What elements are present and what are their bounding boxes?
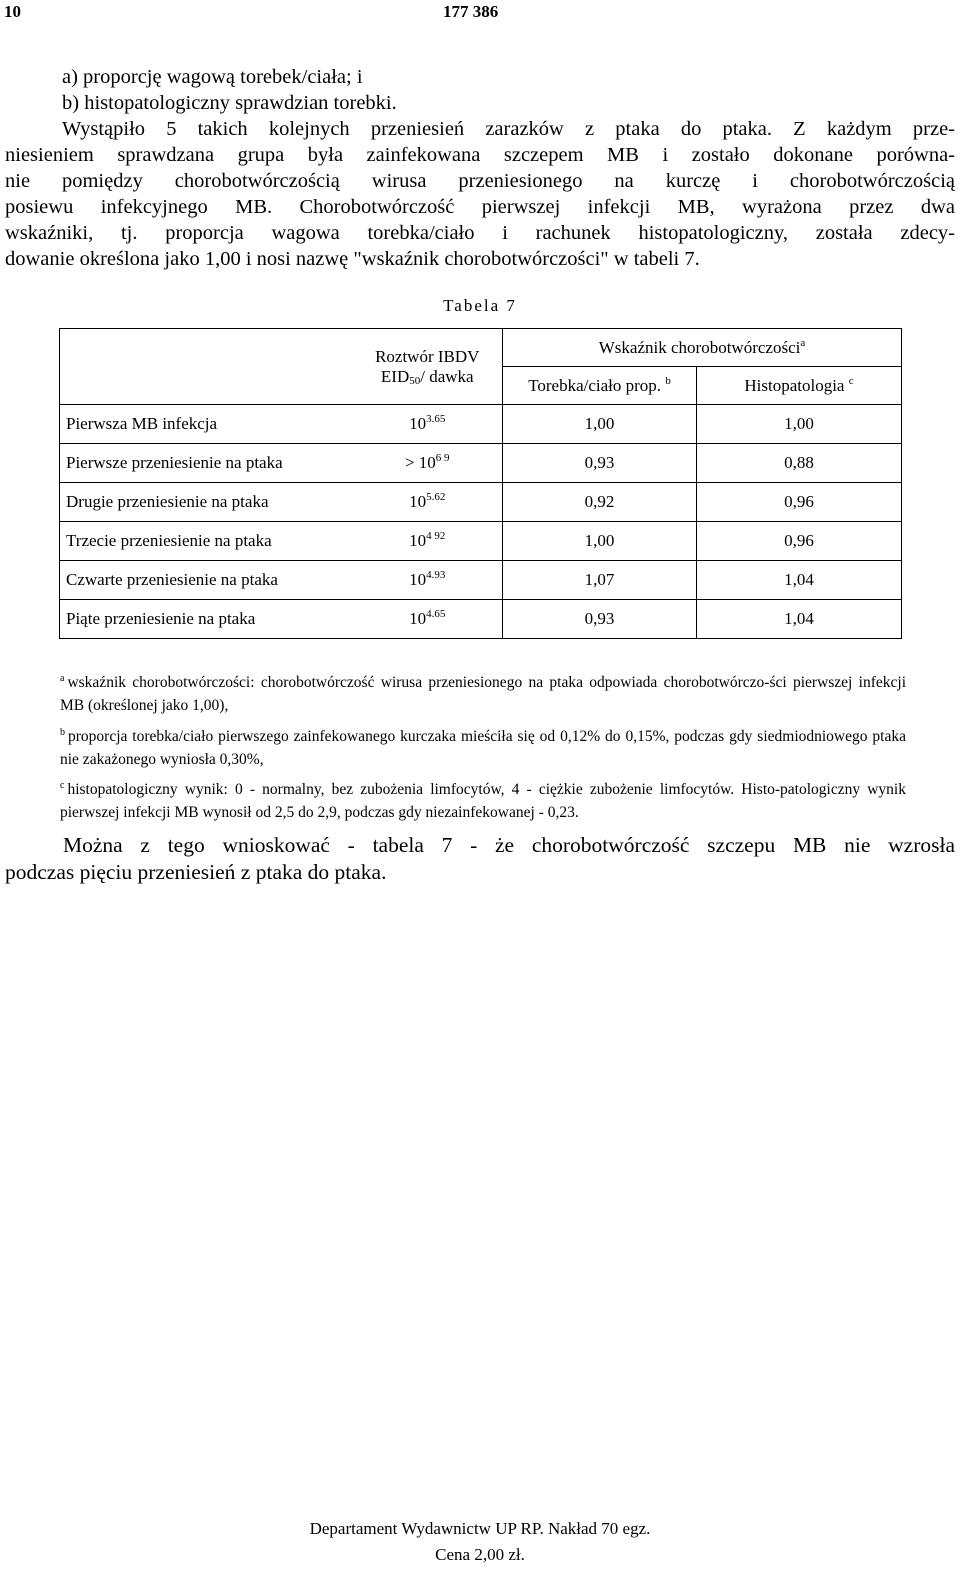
header-histo	[697, 367, 902, 405]
footnote-mark: c	[60, 780, 65, 791]
header-eid: EID	[380, 366, 410, 386]
header-ratio	[503, 367, 697, 405]
document-number: 177 386	[443, 2, 499, 21]
row-dose	[353, 522, 503, 561]
dose-prefix: >	[404, 453, 419, 472]
footnote-mark: a	[60, 673, 65, 684]
table-title: Tabela 7	[443, 296, 517, 315]
header-index-group-label: Wskaźnik chorobotwórczości	[598, 337, 801, 357]
dose-base: 10	[409, 531, 427, 550]
dose-base: 10	[409, 414, 427, 433]
footnote-text: histopatologiczny wynik: 0 - normalny, bez zubożenia limfocytów, 4 - ciężkie zubożenie limfocytów. Histo-patologiczny wynik pierwszej infekcji MB wynosił od 2,5 do 2,9, podczas gdy niezainfekowanej - 0,23.	[60, 781, 906, 821]
page-number: 10	[4, 2, 21, 21]
table-row	[60, 405, 902, 444]
footnote-c	[60, 774, 906, 824]
row-histo: 0,96	[697, 483, 902, 522]
row-ratio: 1,07	[503, 561, 697, 600]
row-ratio: 0,92	[503, 483, 697, 522]
footnote-ref-c: c	[848, 374, 854, 387]
header-dose: / dawka	[420, 366, 474, 386]
table-row	[60, 444, 902, 483]
row-ratio: 0,93	[503, 444, 697, 483]
footnote-text: wskaźnik chorobotwórczości: chorobotwórczość wirusa przeniesionego na ptaka odpowiada chorobotwórczo-ści pierwszej infekcji MB (określonej jako 1,00),	[60, 674, 906, 714]
body-line-a: a) proporcję wagową torebek/ciała; i	[62, 66, 363, 88]
table-header-row-2	[60, 367, 902, 405]
dose-exponent: 6 9	[435, 452, 450, 464]
dose-base: 10	[418, 453, 436, 472]
footer-publisher: Departament Wydawnictw UP RP. Nakład 70 egz.	[309, 1519, 651, 1538]
body-line: posiewu infekcyjnego MB. Chorobotwórczość pierwszej infekcji MB, wyrażona przez dwa	[5, 196, 955, 218]
conclusion-line-1: Można z tego wnioskować - tabela 7 - że chorobotwórczość szczepu MB nie wzrosła	[63, 833, 955, 857]
conclusion-line-2: podczas pięciu przeniesień z ptaka do ptaka.	[5, 860, 387, 884]
body-line: nie pomiędzy chorobotwórczością wirusa przeniesionego na kurczę i chorobotwórczością	[5, 170, 955, 192]
footnote-mark: b	[60, 727, 65, 738]
table-row	[60, 561, 902, 600]
header-empty-cell	[60, 367, 353, 405]
body-line: dowanie określona jako 1,00 i nosi nazwę "wskaźnik chorobotwórczości" w tabeli 7.	[5, 248, 700, 270]
body-line: wskaźniki, tj. proporcja wagowa torebka/ciało i rachunek histopatologiczny, została zdecy-	[5, 222, 955, 244]
row-dose	[353, 483, 503, 522]
row-label: Czwarte przeniesienie na ptaka	[60, 561, 353, 600]
header-eid-sub: 50	[409, 374, 421, 387]
footnote-ref-a: a	[800, 336, 806, 349]
dose-base: 10	[409, 570, 427, 589]
body-line-b: b) histopatologiczny sprawdzian torebki.	[62, 92, 397, 114]
row-label: Trzecie przeniesienie na ptaka	[60, 522, 353, 561]
dose-exponent: 5.62	[426, 491, 446, 503]
table-body	[60, 405, 902, 639]
row-label: Drugie przeniesienie na ptaka	[60, 483, 353, 522]
row-label: Piąte przeniesienie na ptaka	[60, 600, 353, 639]
row-dose	[353, 600, 503, 639]
body-line: Wystąpiło 5 takich kolejnych przeniesień zarazków z ptaka do ptaka. Z każdym prze-	[62, 118, 955, 140]
row-histo: 1,00	[697, 405, 902, 444]
table-row	[60, 522, 902, 561]
dose-exponent: 4 92	[426, 530, 446, 542]
footnote-a	[60, 667, 906, 717]
table-row	[60, 483, 902, 522]
header-solution-line2	[353, 367, 503, 405]
dose-base: 10	[409, 492, 427, 511]
row-histo: 1,04	[697, 561, 902, 600]
row-ratio: 1,00	[503, 405, 697, 444]
row-histo: 1,04	[697, 600, 902, 639]
row-dose	[353, 405, 503, 444]
dose-exponent: 4.93	[426, 569, 446, 581]
footer	[0, 1516, 960, 1568]
body-line: niesieniem sprawdzana grupa była zainfekowana szczepem MB i zostało dokonane porówna-	[5, 144, 955, 166]
row-dose	[353, 561, 503, 600]
row-histo: 0,88	[697, 444, 902, 483]
footnote-b	[60, 721, 906, 771]
header-ratio-label: Torebka/ciało prop.	[528, 375, 662, 395]
row-dose	[353, 444, 503, 483]
dose-exponent: 4.65	[426, 608, 446, 620]
footnote-ref-b: b	[665, 374, 671, 387]
header-index-group	[503, 329, 902, 367]
dose-base: 10	[409, 609, 427, 628]
dose-exponent: 3.65	[426, 413, 446, 425]
header-empty-cell	[60, 329, 353, 367]
data-table	[59, 328, 902, 639]
footer-price: Cena 2,00 zł.	[435, 1545, 525, 1564]
table-row	[60, 600, 902, 639]
header-solution-line1: Roztwór IBDV	[353, 329, 503, 367]
row-label: Pierwsze przeniesienie na ptaka	[60, 444, 353, 483]
row-ratio: 1,00	[503, 522, 697, 561]
footnote-text: proporcja torebka/ciało pierwszego zainfekowanego kurczaka mieściła się od 0,12% do 0,15%, podczas gdy siedmiodniowego ptaka nie zakażonego wyniosła 0,30%,	[60, 728, 906, 768]
row-ratio: 0,93	[503, 600, 697, 639]
row-label: Pierwsza MB infekcja	[60, 405, 353, 444]
conclusion-paragraph	[5, 832, 955, 886]
table-header-row-1	[60, 329, 902, 367]
header-histo-label: Histopatologia	[744, 375, 845, 395]
row-histo: 0,96	[697, 522, 902, 561]
